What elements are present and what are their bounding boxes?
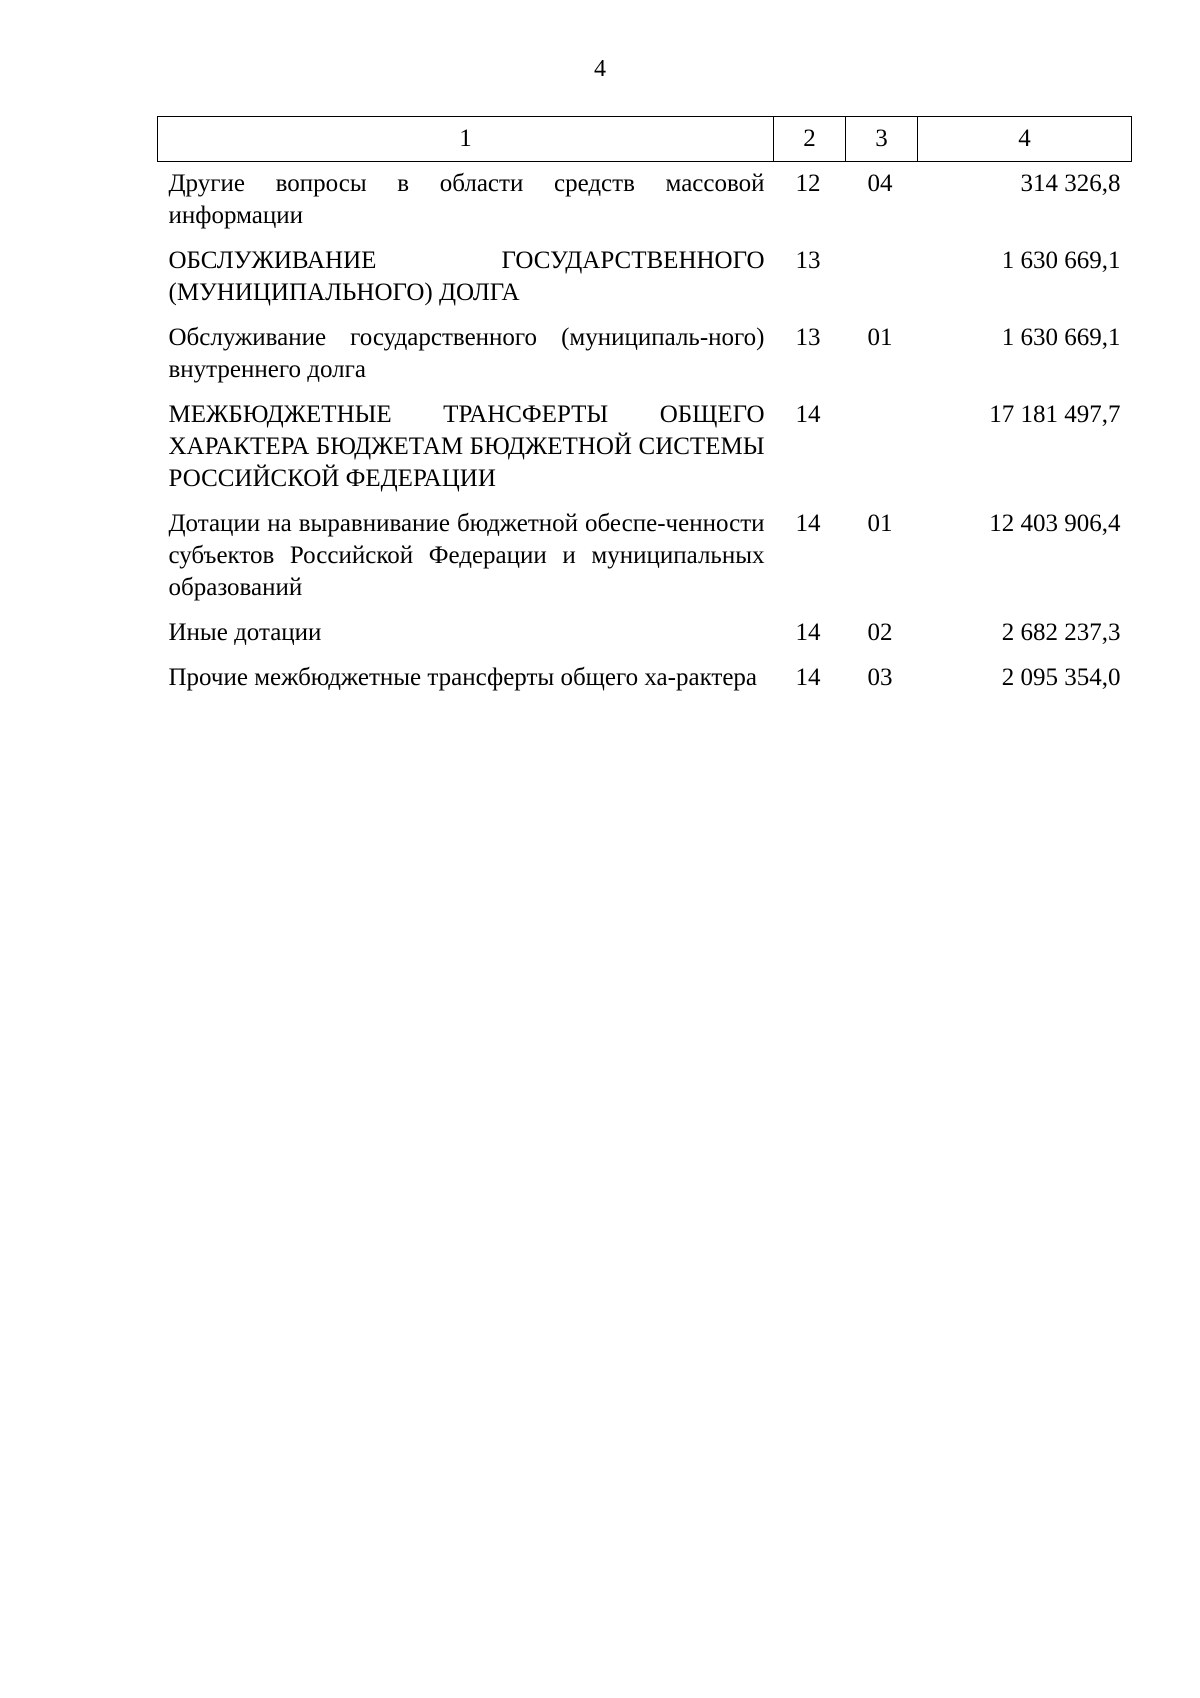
row-subsection: 03: [867, 664, 893, 691]
row-subsection: 01: [867, 324, 893, 351]
row-subsection: [846, 235, 918, 312]
row-section: 14: [795, 664, 821, 691]
column-header-3: 3: [846, 117, 918, 162]
row-subsection: 04: [867, 170, 893, 197]
row-amount: 314 326,8: [1020, 170, 1121, 197]
column-header-2: 2: [774, 117, 846, 162]
row-section: 14: [795, 510, 821, 537]
row-name: Дотации на выравнивание бюджетной обеспе-ченности субъектов Российской Федерации и муниципальных образований: [168, 510, 765, 601]
row-amount: 1 630 669,1: [1001, 324, 1121, 351]
table-row: [158, 312, 1132, 389]
row-name: Обслуживание государственного (муниципаль-ного) внутреннего долга: [168, 324, 765, 383]
row-name: Прочие межбюджетные трансферты общего ха-рактера: [168, 664, 758, 691]
budget-table: [157, 116, 1132, 697]
row-amount: 2 095 354,0: [1001, 664, 1121, 691]
row-subsection: 01: [867, 510, 893, 537]
column-header-1: 1: [158, 117, 774, 162]
row-subsection: [846, 389, 918, 498]
table-row: [158, 162, 1132, 236]
row-name: Другие вопросы в области средств массовой информации: [168, 170, 765, 229]
page-number: 4: [594, 56, 606, 82]
table-header-row: [158, 117, 1132, 162]
row-amount: 17 181 497,7: [989, 401, 1121, 428]
row-name: ОБСЛУЖИВАНИЕ ГОСУДАРСТВЕННОГО (МУНИЦИПАЛЬНОГО) ДОЛГА: [168, 247, 765, 306]
table-row: [158, 607, 1132, 652]
row-section: 13: [795, 247, 821, 274]
table-row: [158, 235, 1132, 312]
row-section: 14: [795, 619, 821, 646]
row-subsection: 02: [867, 619, 893, 646]
row-name: Иные дотации: [168, 619, 322, 646]
row-name: МЕЖБЮДЖЕТНЫЕ ТРАНСФЕРТЫ ОБЩЕГО ХАРАКТЕРА БЮДЖЕТАМ БЮДЖЕТНОЙ СИСТЕМЫ РОССИЙСКОЙ ФЕДЕРАЦИИ: [168, 401, 765, 492]
row-amount: 12 403 906,4: [989, 510, 1121, 537]
row-section: 14: [795, 401, 821, 428]
table-row: [158, 652, 1132, 697]
table-row: [158, 389, 1132, 498]
row-amount: 1 630 669,1: [1001, 247, 1121, 274]
row-section: 12: [795, 170, 821, 197]
column-header-4: 4: [918, 117, 1132, 162]
row-amount: 2 682 237,3: [1001, 619, 1121, 646]
row-section: 13: [795, 324, 821, 351]
table-row: [158, 498, 1132, 607]
